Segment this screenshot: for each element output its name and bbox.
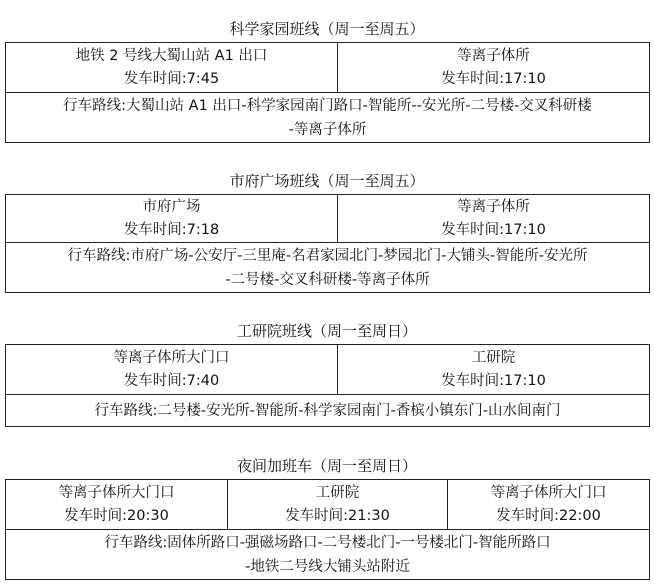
schedule-table-yejianjiabanche — [5, 479, 650, 580]
departure-time: 发车时间:17:10 — [441, 372, 546, 389]
section-title-gongyanyuan: 工研院班线（周一至周日） — [236, 322, 417, 340]
departure-cell — [6, 345, 338, 395]
stop-name: 市府广场 — [142, 198, 201, 215]
departure-cell — [338, 43, 650, 93]
stops-row — [6, 480, 650, 530]
schedule-table-shifuguangchang — [5, 194, 650, 293]
route-row — [6, 530, 650, 580]
stops-row — [6, 43, 650, 93]
departure-cell — [228, 480, 448, 530]
stops-row — [6, 195, 650, 243]
route-text: 行车路线:市府广场-公安厅-三里庵-名君家园北门-梦园北门-大铺头-智能所-安光所 — [67, 247, 588, 264]
stop-name: 地铁 2 号线大蜀山站 A1 出口 — [75, 47, 268, 64]
departure-time: 发车时间:17:10 — [441, 221, 546, 238]
departure-cell — [6, 43, 338, 93]
route-text: -二号楼-交叉科研楼-等离子体所 — [225, 271, 430, 288]
stop-name: 等离子体所大门口 — [58, 484, 175, 501]
departure-time: 发车时间:20:30 — [64, 507, 169, 524]
section-title-kexuejiayuan: 科学家园班线（周一至周五） — [229, 20, 425, 38]
stop-name: 等离子体所 — [457, 47, 530, 64]
schedule-table-gongyanyuan — [5, 344, 650, 427]
departure-time: 发车时间:21:30 — [285, 507, 390, 524]
route-row — [6, 395, 650, 427]
stop-name: 等离子体所大门口 — [490, 484, 607, 501]
stop-name: 等离子体所 — [457, 198, 530, 215]
section-title-yejianjiabanche: 夜间加班车（周一至周日） — [236, 457, 417, 475]
route-text: 行车路线:大蜀山站 A1 出口-科学家园南门路口-智能所--安光所-二号楼-交叉科研楼 — [63, 97, 592, 114]
stops-row — [6, 345, 650, 395]
schedule-table-kexuejiayuan — [5, 42, 650, 143]
route-text: -等离子体所 — [288, 121, 367, 138]
route-row — [6, 243, 650, 293]
route-row — [6, 93, 650, 143]
departure-time: 发车时间:7:45 — [123, 70, 220, 87]
route-cell — [6, 243, 650, 293]
departure-time: 发车时间:17:10 — [441, 70, 546, 87]
stop-name: 等离子体所大门口 — [113, 349, 230, 366]
departure-time: 发车时间:22:00 — [496, 507, 601, 524]
departure-cell — [338, 345, 650, 395]
stop-name: 工研院 — [315, 484, 360, 501]
departure-cell — [338, 195, 650, 243]
stop-name: 工研院 — [471, 349, 516, 366]
route-text: -地铁二号线大铺头站附近 — [245, 558, 410, 575]
departure-cell — [448, 480, 650, 530]
route-cell — [6, 530, 650, 580]
departure-cell — [6, 195, 338, 243]
route-cell — [6, 93, 650, 143]
departure-cell — [6, 480, 228, 530]
route-text: 行车路线:二号楼-安光所-智能所-科学家园南门-香槟小镇东门-山水间南门 — [94, 402, 561, 419]
section-title-shifuguangchang: 市府广场班线（周一至周五） — [229, 172, 425, 190]
route-cell — [6, 395, 650, 427]
departure-time: 发车时间:7:18 — [123, 221, 220, 238]
route-text: 行车路线:固体所路口-强磁场路口-二号楼北门-一号楼北门-智能所路口 — [104, 534, 551, 551]
departure-time: 发车时间:7:40 — [123, 372, 220, 389]
